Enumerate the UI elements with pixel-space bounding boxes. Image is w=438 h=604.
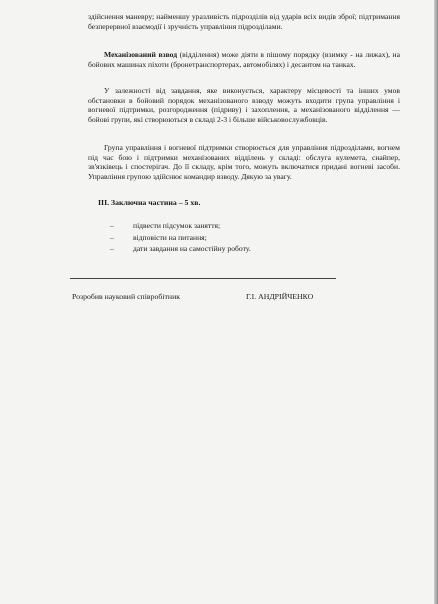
paragraph-mechanized-platoon [88,50,400,69]
conclusion-list [110,220,251,255]
list-item [110,220,251,232]
signature-role: Розробив науковий співробітник [72,292,181,301]
separator-line [70,278,336,279]
paragraph-fire-support-group: Група управління і вогневої підтримки створюється для управління підрозділами, вогнем під час бою і підтримки механізованих відділень у складі: обслуга кулемета, снайпер, зв'язківець і спостерігач. До її складу, крім того, можуть включатися придані вогневі засоби. Управління групою здійснює командир взводу. Дякую за увагу. [88,143,400,181]
list-item-text: дати завдання на самостійну роботу. [133,244,251,254]
list-item [110,232,251,244]
paragraph-battle-order: У залежності від завдання, яке виконується, характеру місцевості та інших умов обстановки в бойовий порядок механізованого взводу можуть входити група управління і вогневої підтримки, розгородження (підриву) і захоплення, а механізованого відділення — бойові групи, які створюються в складі 2-3 і більше військовослужбовців. [88,86,400,124]
paragraph-mechanized-platoon-text: (відділення) може діяти в пішому порядку (взимку - на лижах), на бойових машинах піхоти (бронетранспортерах, автомобілях) і десантом на танках. [88,50,400,69]
paragraph-intro: здійснення маневру; найменшу уразливість підрозділів від ударів всіх видів зброї; підтримання безперервної взаємодії і зручність управління підрозділами. [88,12,400,31]
list-marker: – [110,221,114,230]
signature-name: Г.І. АНДРІЙЧЕНКО [246,292,314,301]
list-item-text: відповісти на питання; [133,232,207,242]
scan-edge [434,0,438,604]
term-mechanized-platoon: Механізований взвод [104,50,178,59]
section-heading: ІІІ. Заключна частина – 5 хв. [98,198,201,207]
list-marker: – [110,244,114,254]
list-marker: – [110,232,114,242]
list-item-text: підвести підсумок заняття; [133,221,221,230]
list-item [110,243,251,255]
